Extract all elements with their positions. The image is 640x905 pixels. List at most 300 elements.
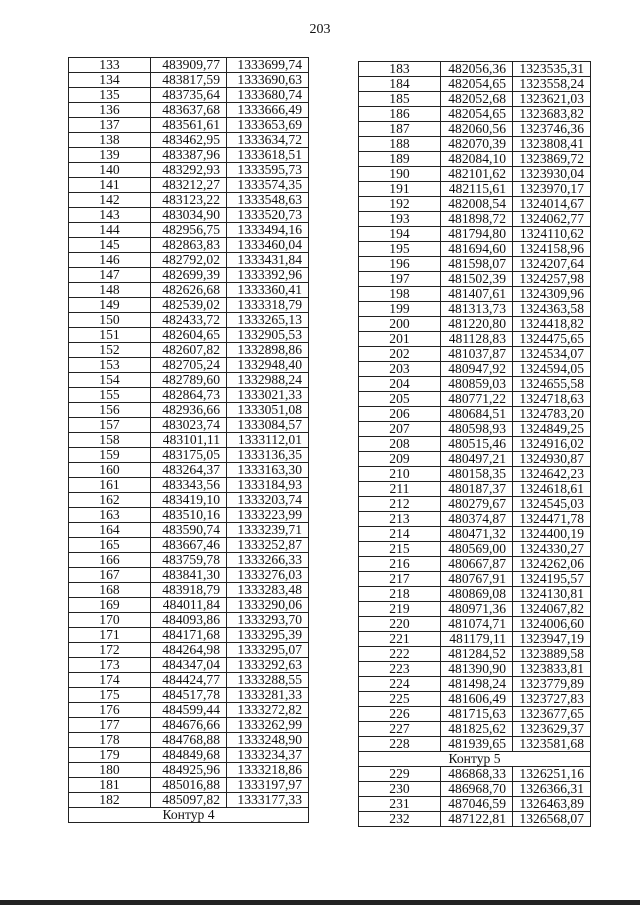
x-coordinate-cell: 482052,68	[441, 92, 513, 107]
x-coordinate-cell: 483637,68	[151, 103, 227, 118]
table-row	[69, 658, 309, 673]
point-number-cell: 162	[69, 493, 151, 508]
point-number-cell: 230	[359, 782, 441, 797]
x-coordinate-cell: 481037,87	[441, 347, 513, 362]
y-coordinate-cell: 1333295,39	[227, 628, 309, 643]
point-number-cell: 197	[359, 272, 441, 287]
point-number-cell: 140	[69, 163, 151, 178]
table-row	[69, 643, 309, 658]
point-number-cell: 194	[359, 227, 441, 242]
x-coordinate-cell: 482060,56	[441, 122, 513, 137]
table-row	[359, 767, 591, 782]
y-coordinate-cell: 1333084,57	[227, 418, 309, 433]
y-coordinate-cell: 1324718,63	[513, 392, 591, 407]
x-coordinate-cell: 482792,02	[151, 253, 227, 268]
point-number-cell: 167	[69, 568, 151, 583]
table-row	[69, 763, 309, 778]
y-coordinate-cell: 1323683,82	[513, 107, 591, 122]
y-coordinate-cell: 1333460,04	[227, 238, 309, 253]
table-row	[359, 392, 591, 407]
y-coordinate-cell: 1324363,58	[513, 302, 591, 317]
y-coordinate-cell: 1333184,93	[227, 478, 309, 493]
y-coordinate-cell: 1333574,35	[227, 178, 309, 193]
table-row	[69, 553, 309, 568]
y-coordinate-cell: 1333266,33	[227, 553, 309, 568]
point-number-cell: 149	[69, 298, 151, 313]
y-coordinate-cell: 1323535,31	[513, 62, 591, 77]
table-row	[359, 422, 591, 437]
point-number-cell: 186	[359, 107, 441, 122]
y-coordinate-cell: 1332988,24	[227, 373, 309, 388]
y-coordinate-cell: 1333494,16	[227, 223, 309, 238]
point-number-cell: 179	[69, 748, 151, 763]
table-row	[359, 452, 591, 467]
y-coordinate-cell: 1324330,27	[513, 542, 591, 557]
point-number-cell: 165	[69, 538, 151, 553]
y-coordinate-cell: 1324158,96	[513, 242, 591, 257]
point-number-cell: 163	[69, 508, 151, 523]
point-number-cell: 176	[69, 703, 151, 718]
point-number-cell: 202	[359, 347, 441, 362]
y-coordinate-cell: 1333197,97	[227, 778, 309, 793]
table-row	[359, 377, 591, 392]
x-coordinate-cell: 482789,60	[151, 373, 227, 388]
table-row	[69, 343, 309, 358]
x-coordinate-cell: 484599,44	[151, 703, 227, 718]
table-row	[69, 478, 309, 493]
y-coordinate-cell: 1324110,62	[513, 227, 591, 242]
point-number-cell: 160	[69, 463, 151, 478]
x-coordinate-cell: 484264,98	[151, 643, 227, 658]
y-coordinate-cell: 1324400,19	[513, 527, 591, 542]
table-row	[69, 163, 309, 178]
point-number-cell: 134	[69, 73, 151, 88]
point-number-cell: 188	[359, 137, 441, 152]
y-coordinate-cell: 1333272,82	[227, 703, 309, 718]
point-number-cell: 172	[69, 643, 151, 658]
point-number-cell: 181	[69, 778, 151, 793]
table-row	[359, 662, 591, 677]
table-row	[69, 268, 309, 283]
y-coordinate-cell: 1333699,74	[227, 58, 309, 73]
x-coordinate-cell: 482863,83	[151, 238, 227, 253]
table-row	[69, 358, 309, 373]
y-coordinate-cell: 1333690,63	[227, 73, 309, 88]
x-coordinate-cell: 483419,10	[151, 493, 227, 508]
table-row	[359, 152, 591, 167]
table-row	[359, 227, 591, 242]
y-coordinate-cell: 1324916,02	[513, 437, 591, 452]
x-coordinate-cell: 483817,59	[151, 73, 227, 88]
table-row	[359, 167, 591, 182]
table-row	[69, 73, 309, 88]
point-number-cell: 190	[359, 167, 441, 182]
table-row	[69, 448, 309, 463]
y-coordinate-cell: 1323808,41	[513, 137, 591, 152]
table-row	[359, 107, 591, 122]
table-row	[69, 463, 309, 478]
x-coordinate-cell: 481598,07	[441, 257, 513, 272]
table-row	[69, 208, 309, 223]
y-coordinate-cell: 1333177,33	[227, 793, 309, 808]
y-coordinate-cell: 1333618,51	[227, 148, 309, 163]
y-coordinate-cell: 1323833,81	[513, 662, 591, 677]
point-number-cell: 189	[359, 152, 441, 167]
y-coordinate-cell: 1324195,57	[513, 572, 591, 587]
x-coordinate-cell: 482115,61	[441, 182, 513, 197]
table-row	[69, 103, 309, 118]
table-row	[69, 373, 309, 388]
x-coordinate-cell: 483918,79	[151, 583, 227, 598]
table-row	[69, 508, 309, 523]
table-row	[69, 598, 309, 613]
x-coordinate-cell: 482607,82	[151, 343, 227, 358]
y-coordinate-cell: 1323947,19	[513, 632, 591, 647]
table-row	[359, 527, 591, 542]
point-number-cell: 178	[69, 733, 151, 748]
point-number-cell: 227	[359, 722, 441, 737]
x-coordinate-cell: 483212,27	[151, 178, 227, 193]
y-coordinate-cell: 1333360,41	[227, 283, 309, 298]
y-coordinate-cell: 1324655,58	[513, 377, 591, 392]
x-coordinate-cell: 483343,56	[151, 478, 227, 493]
point-number-cell: 173	[69, 658, 151, 673]
table-row	[69, 568, 309, 583]
y-coordinate-cell: 1324594,05	[513, 362, 591, 377]
point-number-cell: 171	[69, 628, 151, 643]
point-number-cell: 143	[69, 208, 151, 223]
point-number-cell: 223	[359, 662, 441, 677]
point-number-cell: 187	[359, 122, 441, 137]
table-row	[69, 313, 309, 328]
point-number-cell: 175	[69, 688, 151, 703]
y-coordinate-cell: 1333392,96	[227, 268, 309, 283]
x-coordinate-cell: 480598,93	[441, 422, 513, 437]
point-number-cell: 155	[69, 388, 151, 403]
table-row	[69, 388, 309, 403]
table-row	[69, 778, 309, 793]
x-coordinate-cell: 486868,33	[441, 767, 513, 782]
table-row	[359, 677, 591, 692]
table-row	[69, 748, 309, 763]
y-coordinate-cell: 1333290,06	[227, 598, 309, 613]
y-coordinate-cell: 1324014,67	[513, 197, 591, 212]
contour-label: Контур 4	[69, 808, 309, 823]
y-coordinate-cell: 1324130,81	[513, 587, 591, 602]
point-number-cell: 150	[69, 313, 151, 328]
x-coordinate-cell: 480471,32	[441, 527, 513, 542]
table-row	[69, 328, 309, 343]
table-row	[359, 272, 591, 287]
y-coordinate-cell: 1333431,84	[227, 253, 309, 268]
table-row	[69, 673, 309, 688]
y-coordinate-cell: 1333292,63	[227, 658, 309, 673]
table-row	[69, 148, 309, 163]
point-number-cell: 170	[69, 613, 151, 628]
y-coordinate-cell: 1323779,89	[513, 677, 591, 692]
table-row	[359, 332, 591, 347]
x-coordinate-cell: 482864,73	[151, 388, 227, 403]
table-row	[359, 302, 591, 317]
x-coordinate-cell: 484424,77	[151, 673, 227, 688]
x-coordinate-cell: 483735,64	[151, 88, 227, 103]
table-row	[359, 92, 591, 107]
x-coordinate-cell: 481220,80	[441, 317, 513, 332]
x-coordinate-cell: 487046,59	[441, 797, 513, 812]
point-number-cell: 205	[359, 392, 441, 407]
point-number-cell: 161	[69, 478, 151, 493]
table-row	[359, 647, 591, 662]
table-row	[69, 223, 309, 238]
x-coordinate-cell: 484925,96	[151, 763, 227, 778]
y-coordinate-cell: 1326463,89	[513, 797, 591, 812]
x-coordinate-cell: 481694,60	[441, 242, 513, 257]
x-coordinate-cell: 484849,68	[151, 748, 227, 763]
x-coordinate-cell: 481074,71	[441, 617, 513, 632]
table-row	[69, 118, 309, 133]
x-coordinate-cell: 480497,21	[441, 452, 513, 467]
x-coordinate-cell: 481794,80	[441, 227, 513, 242]
x-coordinate-cell: 481407,61	[441, 287, 513, 302]
x-coordinate-cell: 484011,84	[151, 598, 227, 613]
contour-label: Контур 5	[359, 752, 591, 767]
table-row	[359, 482, 591, 497]
x-coordinate-cell: 482056,36	[441, 62, 513, 77]
table-row	[69, 58, 309, 73]
y-coordinate-cell: 1333595,73	[227, 163, 309, 178]
x-coordinate-cell: 484347,04	[151, 658, 227, 673]
x-coordinate-cell: 480279,67	[441, 497, 513, 512]
x-coordinate-cell: 482054,65	[441, 77, 513, 92]
y-coordinate-cell: 1324257,98	[513, 272, 591, 287]
x-coordinate-cell: 480374,87	[441, 512, 513, 527]
x-coordinate-cell: 480947,92	[441, 362, 513, 377]
x-coordinate-cell: 483667,46	[151, 538, 227, 553]
y-coordinate-cell: 1333112,01	[227, 433, 309, 448]
table-row	[359, 347, 591, 362]
x-coordinate-cell: 483841,30	[151, 568, 227, 583]
y-coordinate-cell: 1323746,36	[513, 122, 591, 137]
point-number-cell: 218	[359, 587, 441, 602]
point-number-cell: 137	[69, 118, 151, 133]
table-row	[359, 437, 591, 452]
x-coordinate-cell: 481606,49	[441, 692, 513, 707]
table-row	[359, 137, 591, 152]
point-number-cell: 198	[359, 287, 441, 302]
table-row	[359, 557, 591, 572]
x-coordinate-cell: 483561,61	[151, 118, 227, 133]
x-coordinate-cell: 482101,62	[441, 167, 513, 182]
x-coordinate-cell: 483387,96	[151, 148, 227, 163]
table-row	[69, 418, 309, 433]
table-row	[69, 133, 309, 148]
table-row	[69, 433, 309, 448]
point-number-cell: 196	[359, 257, 441, 272]
y-coordinate-cell: 1324062,77	[513, 212, 591, 227]
point-number-cell: 159	[69, 448, 151, 463]
table-row	[69, 298, 309, 313]
y-coordinate-cell: 1333288,55	[227, 673, 309, 688]
point-number-cell: 215	[359, 542, 441, 557]
x-coordinate-cell: 482699,39	[151, 268, 227, 283]
point-number-cell: 156	[69, 403, 151, 418]
y-coordinate-cell: 1333653,69	[227, 118, 309, 133]
x-coordinate-cell: 487122,81	[441, 812, 513, 827]
x-coordinate-cell: 480667,87	[441, 557, 513, 572]
table-row	[359, 257, 591, 272]
x-coordinate-cell: 481284,52	[441, 647, 513, 662]
y-coordinate-cell: 1324545,03	[513, 497, 591, 512]
point-number-cell: 214	[359, 527, 441, 542]
table-row	[69, 718, 309, 733]
x-coordinate-cell: 480971,36	[441, 602, 513, 617]
x-coordinate-cell: 480569,00	[441, 542, 513, 557]
y-coordinate-cell: 1333680,74	[227, 88, 309, 103]
x-coordinate-cell: 482084,10	[441, 152, 513, 167]
table-row	[69, 193, 309, 208]
x-coordinate-cell: 482070,39	[441, 137, 513, 152]
table-row	[359, 617, 591, 632]
point-number-cell: 166	[69, 553, 151, 568]
point-number-cell: 145	[69, 238, 151, 253]
y-coordinate-cell: 1333252,87	[227, 538, 309, 553]
point-number-cell: 209	[359, 452, 441, 467]
point-number-cell: 193	[359, 212, 441, 227]
x-coordinate-cell: 480869,08	[441, 587, 513, 602]
y-coordinate-cell: 1324642,23	[513, 467, 591, 482]
point-number-cell: 216	[359, 557, 441, 572]
x-coordinate-cell: 484517,78	[151, 688, 227, 703]
point-number-cell: 141	[69, 178, 151, 193]
point-number-cell: 213	[359, 512, 441, 527]
point-number-cell: 157	[69, 418, 151, 433]
x-coordinate-cell: 483101,11	[151, 433, 227, 448]
table-row	[359, 587, 591, 602]
point-number-cell: 136	[69, 103, 151, 118]
table-row	[359, 542, 591, 557]
coordinates-table-left	[68, 57, 309, 823]
point-number-cell: 183	[359, 62, 441, 77]
table-row	[359, 62, 591, 77]
y-coordinate-cell: 1323930,04	[513, 167, 591, 182]
x-coordinate-cell: 484093,86	[151, 613, 227, 628]
y-coordinate-cell: 1332905,53	[227, 328, 309, 343]
table-row	[359, 182, 591, 197]
y-coordinate-cell: 1333021,33	[227, 388, 309, 403]
x-coordinate-cell: 483175,05	[151, 448, 227, 463]
table-row	[69, 283, 309, 298]
x-coordinate-cell: 480158,35	[441, 467, 513, 482]
contour-4-row	[69, 808, 309, 823]
table-row	[359, 362, 591, 377]
point-number-cell: 219	[359, 602, 441, 617]
point-number-cell: 169	[69, 598, 151, 613]
point-number-cell: 210	[359, 467, 441, 482]
x-coordinate-cell: 483462,95	[151, 133, 227, 148]
scan-edge-bar	[0, 900, 640, 905]
y-coordinate-cell: 1324418,82	[513, 317, 591, 332]
x-coordinate-cell: 480771,22	[441, 392, 513, 407]
table-row	[69, 178, 309, 193]
point-number-cell: 199	[359, 302, 441, 317]
point-number-cell: 146	[69, 253, 151, 268]
x-coordinate-cell: 480515,46	[441, 437, 513, 452]
x-coordinate-cell: 482936,66	[151, 403, 227, 418]
x-coordinate-cell: 480767,91	[441, 572, 513, 587]
table-row	[69, 583, 309, 598]
table-row	[359, 212, 591, 227]
point-number-cell: 204	[359, 377, 441, 392]
x-coordinate-cell: 481898,72	[441, 212, 513, 227]
x-coordinate-cell: 482008,54	[441, 197, 513, 212]
table-row	[359, 797, 591, 812]
point-number-cell: 220	[359, 617, 441, 632]
point-number-cell: 232	[359, 812, 441, 827]
point-number-cell: 152	[69, 343, 151, 358]
y-coordinate-cell: 1324067,82	[513, 602, 591, 617]
y-coordinate-cell: 1333234,37	[227, 748, 309, 763]
y-coordinate-cell: 1324930,87	[513, 452, 591, 467]
y-coordinate-cell: 1324207,64	[513, 257, 591, 272]
y-coordinate-cell: 1333223,99	[227, 508, 309, 523]
point-number-cell: 211	[359, 482, 441, 497]
x-coordinate-cell: 481498,24	[441, 677, 513, 692]
point-number-cell: 164	[69, 523, 151, 538]
table-row	[69, 733, 309, 748]
point-number-cell: 182	[69, 793, 151, 808]
point-number-cell: 144	[69, 223, 151, 238]
point-number-cell: 153	[69, 358, 151, 373]
point-number-cell: 138	[69, 133, 151, 148]
point-number-cell: 229	[359, 767, 441, 782]
y-coordinate-cell: 1333283,48	[227, 583, 309, 598]
contour-5-row	[359, 752, 591, 767]
x-coordinate-cell: 484676,66	[151, 718, 227, 733]
y-coordinate-cell: 1323629,37	[513, 722, 591, 737]
x-coordinate-cell: 482705,24	[151, 358, 227, 373]
x-coordinate-cell: 482604,65	[151, 328, 227, 343]
table-row	[359, 317, 591, 332]
y-coordinate-cell: 1333281,33	[227, 688, 309, 703]
point-number-cell: 195	[359, 242, 441, 257]
page-number: 203	[309, 22, 331, 37]
point-number-cell: 185	[359, 92, 441, 107]
point-number-cell: 154	[69, 373, 151, 388]
x-coordinate-cell: 481825,62	[441, 722, 513, 737]
x-coordinate-cell: 482956,75	[151, 223, 227, 238]
y-coordinate-cell: 1333548,63	[227, 193, 309, 208]
y-coordinate-cell: 1323581,68	[513, 737, 591, 752]
table-row	[359, 812, 591, 827]
table-row	[359, 632, 591, 647]
x-coordinate-cell: 484171,68	[151, 628, 227, 643]
y-coordinate-cell: 1324475,65	[513, 332, 591, 347]
table-row	[359, 782, 591, 797]
y-coordinate-cell: 1333295,07	[227, 643, 309, 658]
y-coordinate-cell: 1333051,08	[227, 403, 309, 418]
point-number-cell: 135	[69, 88, 151, 103]
table-row	[359, 722, 591, 737]
x-coordinate-cell: 480187,37	[441, 482, 513, 497]
x-coordinate-cell: 483123,22	[151, 193, 227, 208]
table-row	[359, 602, 591, 617]
table-row	[69, 613, 309, 628]
x-coordinate-cell: 485016,88	[151, 778, 227, 793]
point-number-cell: 139	[69, 148, 151, 163]
y-coordinate-cell: 1333520,73	[227, 208, 309, 223]
point-number-cell: 222	[359, 647, 441, 662]
table-row	[69, 523, 309, 538]
